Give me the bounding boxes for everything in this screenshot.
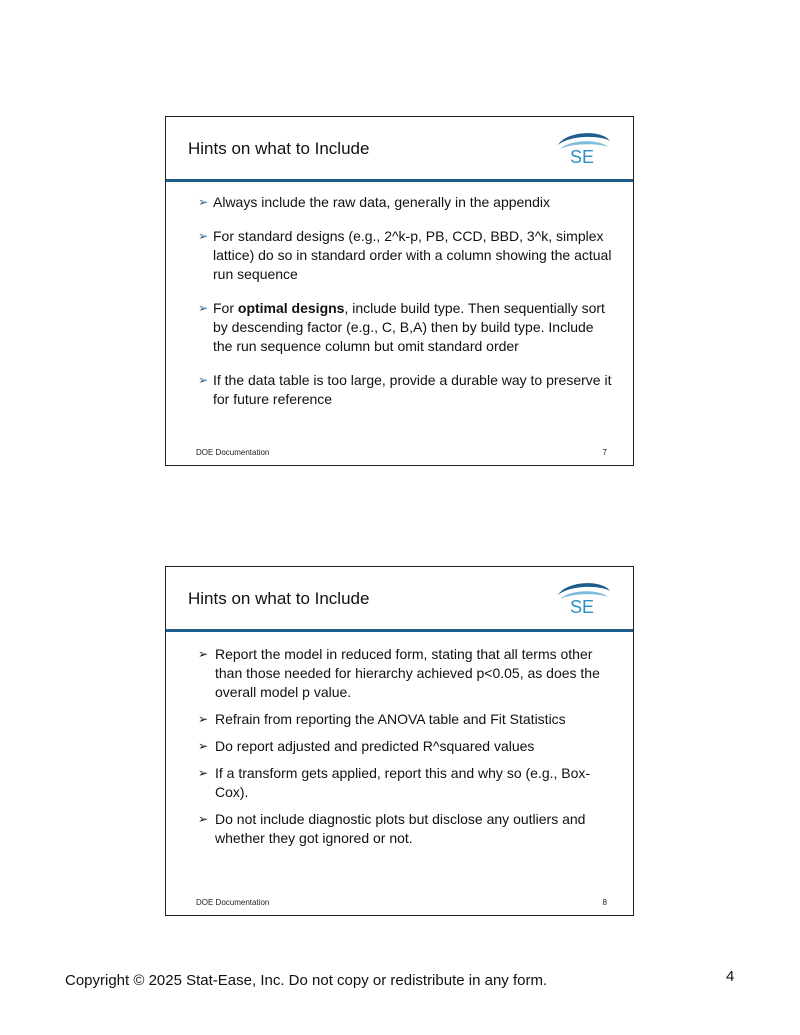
list-item: ➢ For optimal designs, include build type. Then sequentially sort by descending factor (e.g., C, B,A) then by build type. Include the run sequence column but omit standard order [198, 300, 605, 354]
arrow-bullet-icon: ➢ [198, 373, 209, 387]
list-item: ➢ For standard designs (e.g., 2^k-p, PB, CCD, BBD, 3^k, simplex lattice) do so in standard order with a column showing the actual run sequence [198, 228, 612, 282]
svg-text:SE: SE [570, 597, 595, 617]
slide-footer-label: DOE Documentation [196, 898, 270, 907]
svg-text:SE: SE [570, 147, 595, 167]
list-item: ➢ Report the model in reduced form, stating that all terms other than those needed for hierarchy achieved p<0.05, as does the overall model p value. [198, 646, 600, 700]
list-item: ➢ Refrain from reporting the ANOVA table and Fit Statistics [198, 711, 566, 727]
bullet-list [198, 193, 613, 424]
list-item: ➢ Do not include diagnostic plots but disclose any outliers and whether they got ignored or not. [198, 811, 586, 846]
copyright-notice: Copyright © 2025 Stat-Ease, Inc. Do not copy or redistribute in any form. [65, 972, 548, 989]
arrow-bullet-icon: ➢ [198, 712, 209, 726]
list-item: ➢ If a transform gets applied, report this and why so (e.g., Box-Cox). [198, 765, 591, 800]
slide-title: Hints on what to Include [188, 139, 370, 158]
bullet-list [198, 645, 613, 856]
slide-number: 8 [602, 898, 607, 907]
arrow-bullet-icon: ➢ [198, 766, 209, 780]
page-number: 4 [726, 968, 735, 985]
slide-8 [165, 566, 634, 916]
list-item: ➢ If the data table is too large, provide a durable way to preserve it for future reference [198, 372, 612, 407]
arrow-bullet-icon: ➢ [198, 229, 209, 243]
slide-number: 7 [602, 448, 607, 457]
stat-ease-logo [556, 579, 612, 619]
title-rule [166, 179, 633, 182]
slide-7 [165, 116, 634, 466]
arrow-bullet-icon: ➢ [198, 647, 209, 661]
list-item: ➢ Always include the raw data, generally in the appendix [198, 194, 550, 210]
list-item: ➢ Do report adjusted and predicted R^squared values [198, 738, 535, 754]
title-rule [166, 629, 633, 632]
slide-title: Hints on what to Include [188, 589, 370, 608]
arrow-bullet-icon: ➢ [198, 739, 209, 753]
stat-ease-logo [556, 129, 612, 169]
arrow-bullet-icon: ➢ [198, 195, 209, 209]
arrow-bullet-icon: ➢ [198, 812, 209, 826]
slide-footer-label: DOE Documentation [196, 448, 270, 457]
arrow-bullet-icon: ➢ [198, 301, 209, 315]
